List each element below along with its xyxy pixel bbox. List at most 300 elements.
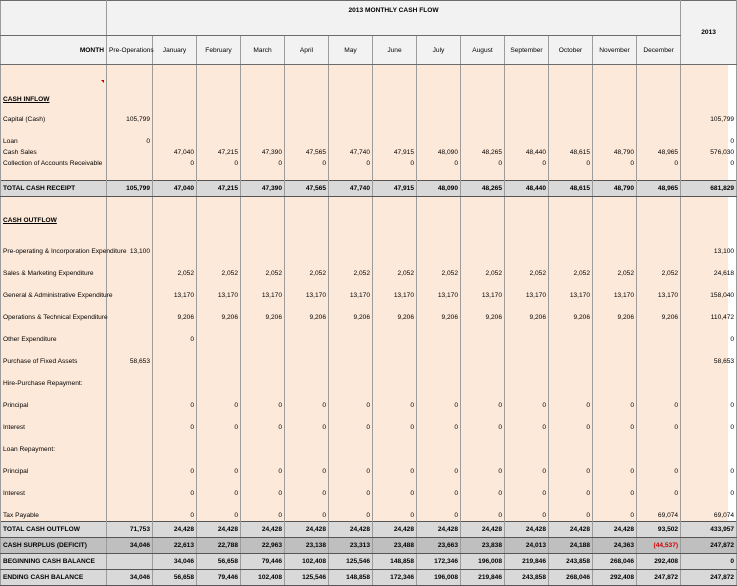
- empty-cell: [637, 224, 681, 235]
- year-total-cell: 0: [681, 158, 737, 169]
- empty-cell: [153, 103, 197, 114]
- empty-cell: [417, 345, 461, 356]
- value-cell: 0: [549, 466, 593, 477]
- empty-cell: [285, 257, 329, 268]
- empty-cell: [505, 125, 549, 136]
- value-cell: [197, 246, 241, 257]
- empty-cell: [637, 279, 681, 290]
- empty-cell: [241, 87, 285, 103]
- value-cell: [107, 334, 153, 345]
- value-cell: 13,170: [637, 290, 681, 301]
- empty-cell: [549, 87, 593, 103]
- empty-cell: [373, 169, 417, 181]
- total-row: [1, 554, 737, 570]
- empty-cell: [153, 257, 197, 268]
- value-cell: 0: [505, 488, 549, 499]
- empty-cell: [417, 301, 461, 312]
- empty-cell: [593, 76, 637, 87]
- value-cell: 0: [373, 510, 417, 522]
- value-cell: [153, 444, 197, 455]
- spacer-row: [1, 301, 737, 312]
- empty-cell: [417, 389, 461, 400]
- empty-cell: [1, 197, 107, 209]
- value-cell: 2,052: [329, 268, 373, 279]
- value-cell: [637, 378, 681, 389]
- empty-cell: [593, 455, 637, 466]
- value-cell: 0: [593, 466, 637, 477]
- value-cell: 47,565: [285, 181, 329, 197]
- spacer-row: [1, 345, 737, 356]
- column-header-september: September: [505, 36, 549, 65]
- value-cell: 9,206: [241, 312, 285, 323]
- empty-cell: [329, 224, 373, 235]
- value-cell: [107, 268, 153, 279]
- empty-cell: [197, 235, 241, 246]
- empty-cell: [197, 301, 241, 312]
- empty-cell: [241, 279, 285, 290]
- empty-cell: [681, 411, 737, 422]
- empty-cell: [681, 455, 737, 466]
- empty-cell: [1, 257, 107, 268]
- empty-cell: [417, 208, 461, 224]
- empty-cell: [197, 257, 241, 268]
- empty-cell: [461, 65, 505, 77]
- empty-cell: [505, 208, 549, 224]
- empty-cell: [285, 301, 329, 312]
- value-cell: 24,428: [153, 522, 197, 538]
- value-cell: [329, 444, 373, 455]
- value-cell: 292,408: [593, 570, 637, 586]
- value-cell: 48,615: [549, 181, 593, 197]
- empty-cell: [153, 367, 197, 378]
- empty-cell: [285, 411, 329, 422]
- row-label: TOTAL CASH OUTFLOW: [1, 522, 107, 538]
- value-cell: [593, 356, 637, 367]
- empty-cell: [637, 345, 681, 356]
- empty-cell: [505, 455, 549, 466]
- data-row: [1, 356, 737, 367]
- empty-cell: [681, 224, 737, 235]
- data-row: [1, 378, 737, 389]
- empty-cell: [241, 197, 285, 209]
- value-cell: [329, 136, 373, 147]
- value-cell: 292,408: [637, 554, 681, 570]
- value-cell: 0: [197, 400, 241, 411]
- empty-cell: [197, 367, 241, 378]
- value-cell: [241, 334, 285, 345]
- empty-cell: [1, 125, 107, 136]
- value-cell: 2,052: [373, 268, 417, 279]
- value-cell: 24,363: [593, 538, 637, 554]
- empty-cell: [681, 208, 737, 224]
- data-row: [1, 466, 737, 477]
- value-cell: [107, 158, 153, 169]
- value-cell: 24,428: [241, 522, 285, 538]
- empty-cell: [329, 65, 373, 77]
- value-cell: 0: [505, 466, 549, 477]
- empty-cell: [373, 87, 417, 103]
- empty-cell: [153, 345, 197, 356]
- value-cell: 0: [549, 510, 593, 522]
- empty-cell: [373, 65, 417, 77]
- value-cell: [549, 136, 593, 147]
- value-cell: 9,206: [329, 312, 373, 323]
- data-row: [1, 158, 737, 169]
- year-total-cell: 0: [681, 400, 737, 411]
- value-cell: 23,663: [417, 538, 461, 554]
- value-cell: [505, 444, 549, 455]
- value-cell: [241, 246, 285, 257]
- value-cell: [241, 136, 285, 147]
- value-cell: 0: [285, 510, 329, 522]
- empty-cell: [681, 76, 737, 87]
- value-cell: 23,488: [373, 538, 417, 554]
- value-cell: 9,206: [373, 312, 417, 323]
- empty-cell: [197, 323, 241, 334]
- value-cell: 0: [461, 510, 505, 522]
- value-cell: [373, 334, 417, 345]
- value-cell: 22,788: [197, 538, 241, 554]
- header-row-title: [1, 1, 737, 36]
- empty-cell: [637, 65, 681, 77]
- value-cell: 0: [285, 488, 329, 499]
- empty-cell: [549, 169, 593, 181]
- empty-cell: [329, 389, 373, 400]
- empty-cell: [505, 235, 549, 246]
- empty-cell: [505, 65, 549, 77]
- empty-cell: [285, 323, 329, 334]
- empty-cell: [637, 87, 681, 103]
- value-cell: 2,052: [285, 268, 329, 279]
- empty-cell: [461, 197, 505, 209]
- empty-cell: [549, 301, 593, 312]
- empty-cell: [153, 433, 197, 444]
- empty-cell: [461, 455, 505, 466]
- value-cell: 47,040: [153, 147, 197, 158]
- value-cell: 9,206: [637, 312, 681, 323]
- surplus-row: [1, 538, 737, 554]
- value-cell: [153, 246, 197, 257]
- empty-cell: [417, 367, 461, 378]
- empty-cell: [197, 76, 241, 87]
- value-cell: 69,074: [637, 510, 681, 522]
- empty-cell: [107, 279, 153, 290]
- spacer-row: [1, 433, 737, 444]
- empty-cell: [241, 367, 285, 378]
- empty-cell: [1, 345, 107, 356]
- value-cell: 23,838: [461, 538, 505, 554]
- value-cell: [461, 246, 505, 257]
- empty-cell: [1, 367, 107, 378]
- value-cell: 9,206: [197, 312, 241, 323]
- empty-cell: [505, 301, 549, 312]
- empty-cell: [593, 411, 637, 422]
- value-cell: 172,346: [417, 554, 461, 570]
- value-cell: 48,965: [637, 147, 681, 158]
- empty-cell: [197, 279, 241, 290]
- empty-cell: [153, 279, 197, 290]
- empty-cell: [153, 87, 197, 103]
- empty-cell: [197, 345, 241, 356]
- value-cell: 268,046: [549, 570, 593, 586]
- empty-cell: [637, 389, 681, 400]
- value-cell: 13,170: [373, 290, 417, 301]
- empty-cell: [197, 224, 241, 235]
- empty-cell: [329, 499, 373, 510]
- row-label: TOTAL CASH RECEIPT: [1, 181, 107, 197]
- data-row: [1, 147, 737, 158]
- value-cell: 0: [329, 510, 373, 522]
- year-total-cell: 0: [681, 334, 737, 345]
- row-label: Interest: [1, 422, 107, 433]
- empty-cell: [373, 499, 417, 510]
- empty-cell: [329, 208, 373, 224]
- value-cell: 56,658: [153, 570, 197, 586]
- value-cell: 148,858: [329, 570, 373, 586]
- empty-cell: [241, 65, 285, 77]
- value-cell: 13,170: [461, 290, 505, 301]
- empty-cell: [329, 345, 373, 356]
- value-cell: 2,052: [153, 268, 197, 279]
- value-cell: 24,428: [461, 522, 505, 538]
- empty-cell: [107, 169, 153, 181]
- value-cell: 0: [241, 488, 285, 499]
- value-cell: 0: [241, 158, 285, 169]
- year-column-header: 2013: [681, 1, 737, 65]
- empty-cell: [549, 455, 593, 466]
- value-cell: 0: [329, 466, 373, 477]
- value-cell: 13,170: [197, 290, 241, 301]
- empty-cell: [549, 224, 593, 235]
- empty-cell: [373, 257, 417, 268]
- value-cell: 47,215: [197, 181, 241, 197]
- empty-cell: [461, 433, 505, 444]
- empty-cell: [593, 367, 637, 378]
- value-cell: [107, 466, 153, 477]
- value-cell: 48,790: [593, 181, 637, 197]
- value-cell: 0: [285, 400, 329, 411]
- value-cell: [505, 136, 549, 147]
- empty-cell: [637, 301, 681, 312]
- empty-cell: [153, 125, 197, 136]
- value-cell: [417, 334, 461, 345]
- value-cell: 0: [417, 510, 461, 522]
- value-cell: 0: [197, 422, 241, 433]
- value-cell: 24,428: [505, 522, 549, 538]
- year-total-cell: 0: [681, 136, 737, 147]
- column-header-january: January: [153, 36, 197, 65]
- value-cell: 23,138: [285, 538, 329, 554]
- value-cell: 0: [637, 158, 681, 169]
- empty-cell: [1, 76, 107, 87]
- value-cell: 24,428: [549, 522, 593, 538]
- empty-cell: [461, 257, 505, 268]
- column-header-may: May: [329, 36, 373, 65]
- empty-cell: [461, 477, 505, 488]
- value-cell: [107, 312, 153, 323]
- spacer-row: [1, 411, 737, 422]
- empty-cell: [153, 499, 197, 510]
- data-row: [1, 136, 737, 147]
- row-label: BEGINNING CASH BALANCE: [1, 554, 107, 570]
- empty-cell: [593, 433, 637, 444]
- empty-cell: [329, 197, 373, 209]
- empty-cell: [681, 197, 737, 209]
- value-cell: 24,013: [505, 538, 549, 554]
- value-cell: [373, 444, 417, 455]
- empty-cell: [241, 345, 285, 356]
- empty-cell: [107, 65, 153, 77]
- data-row: [1, 510, 737, 522]
- value-cell: [417, 136, 461, 147]
- data-row: [1, 246, 737, 257]
- value-cell: 0: [241, 466, 285, 477]
- empty-cell: [285, 65, 329, 77]
- column-header-june: June: [373, 36, 417, 65]
- value-cell: 23,313: [329, 538, 373, 554]
- value-cell: 0: [593, 158, 637, 169]
- value-cell: 219,846: [461, 570, 505, 586]
- year-total-cell: 0: [681, 466, 737, 477]
- value-cell: [241, 378, 285, 389]
- value-cell: 0: [241, 422, 285, 433]
- empty-cell: [285, 208, 329, 224]
- empty-cell: [637, 433, 681, 444]
- empty-cell: [681, 367, 737, 378]
- value-cell: [373, 356, 417, 367]
- empty-cell: [593, 301, 637, 312]
- empty-cell: [1, 411, 107, 422]
- empty-cell: [417, 455, 461, 466]
- year-total-cell: 0: [681, 488, 737, 499]
- value-cell: 47,915: [373, 147, 417, 158]
- empty-cell: [373, 301, 417, 312]
- year-total-cell: 681,829: [681, 181, 737, 197]
- value-cell: 9,206: [417, 312, 461, 323]
- empty-cell: [285, 224, 329, 235]
- value-cell: 0: [153, 422, 197, 433]
- value-cell: 0: [461, 158, 505, 169]
- empty-cell: [153, 208, 197, 224]
- value-cell: 0: [637, 488, 681, 499]
- empty-cell: [329, 257, 373, 268]
- empty-cell: [373, 323, 417, 334]
- empty-cell: [329, 367, 373, 378]
- empty-cell: [241, 257, 285, 268]
- empty-cell: [285, 455, 329, 466]
- value-cell: 0: [329, 488, 373, 499]
- empty-cell: [153, 389, 197, 400]
- value-cell: 58,653: [107, 356, 153, 367]
- spacer-row: [1, 323, 737, 334]
- value-cell: 48,615: [549, 147, 593, 158]
- empty-cell: [197, 87, 241, 103]
- empty-cell: [505, 169, 549, 181]
- value-cell: [241, 114, 285, 125]
- empty-cell: [681, 477, 737, 488]
- empty-cell: [107, 323, 153, 334]
- empty-cell: [197, 411, 241, 422]
- value-cell: 0: [373, 158, 417, 169]
- value-cell: 13,170: [505, 290, 549, 301]
- empty-cell: [417, 411, 461, 422]
- empty-cell: [681, 169, 737, 181]
- row-label: Pre-operating & Incorporation Expenditure: [1, 246, 107, 257]
- data-row: [1, 422, 737, 433]
- value-cell: [107, 554, 153, 570]
- empty-cell: [549, 65, 593, 77]
- value-cell: [417, 378, 461, 389]
- column-header-march: March: [241, 36, 285, 65]
- value-cell: 24,188: [549, 538, 593, 554]
- empty-cell: [107, 411, 153, 422]
- value-cell: 0: [417, 488, 461, 499]
- value-cell: 0: [329, 158, 373, 169]
- value-cell: 0: [637, 422, 681, 433]
- value-cell: [461, 378, 505, 389]
- empty-cell: [461, 411, 505, 422]
- empty-cell: [197, 433, 241, 444]
- empty-cell: [1, 323, 107, 334]
- empty-cell: [241, 76, 285, 87]
- empty-cell: [681, 279, 737, 290]
- empty-cell: [549, 499, 593, 510]
- empty-cell: [549, 76, 593, 87]
- data-row: [1, 488, 737, 499]
- value-cell: [549, 356, 593, 367]
- total-row: [1, 181, 737, 197]
- value-cell: 47,390: [241, 181, 285, 197]
- value-cell: 48,265: [461, 181, 505, 197]
- value-cell: [107, 290, 153, 301]
- value-cell: 0: [417, 422, 461, 433]
- value-cell: [549, 114, 593, 125]
- value-cell: 34,046: [107, 538, 153, 554]
- row-label: Capital (Cash): [1, 114, 107, 125]
- value-cell: [637, 356, 681, 367]
- spacer-row: [1, 499, 737, 510]
- value-cell: 148,858: [373, 554, 417, 570]
- empty-cell: [593, 389, 637, 400]
- value-cell: [637, 444, 681, 455]
- empty-cell: [593, 235, 637, 246]
- data-row: [1, 312, 737, 323]
- value-cell: 0: [153, 334, 197, 345]
- value-cell: 0: [153, 488, 197, 499]
- value-cell: 0: [461, 466, 505, 477]
- year-total-cell: 105,799: [681, 114, 737, 125]
- value-cell: 13,100: [107, 246, 153, 257]
- value-cell: [285, 136, 329, 147]
- spacer-row: [1, 76, 737, 87]
- empty-cell: [107, 367, 153, 378]
- value-cell: [593, 114, 637, 125]
- empty-cell: [461, 125, 505, 136]
- empty-cell: [681, 103, 737, 114]
- value-cell: 0: [373, 400, 417, 411]
- value-cell: [285, 378, 329, 389]
- empty-cell: [197, 125, 241, 136]
- value-cell: 13,170: [329, 290, 373, 301]
- value-cell: 172,346: [373, 570, 417, 586]
- empty-cell: [417, 125, 461, 136]
- value-cell: [637, 334, 681, 345]
- row-label: Cash Sales: [1, 147, 107, 158]
- empty-cell: [285, 499, 329, 510]
- value-cell: 2,052: [241, 268, 285, 279]
- empty-cell: [285, 345, 329, 356]
- data-row: [1, 444, 737, 455]
